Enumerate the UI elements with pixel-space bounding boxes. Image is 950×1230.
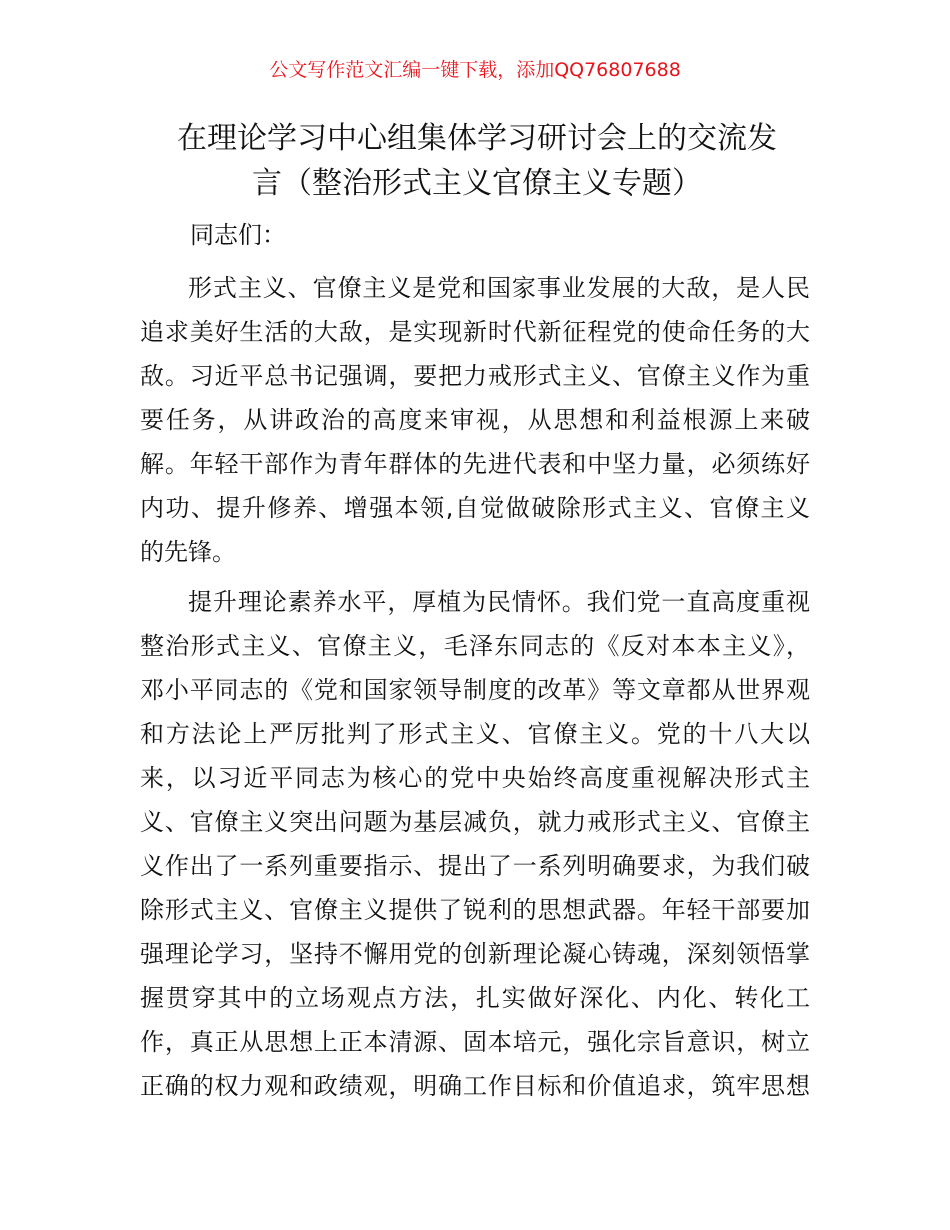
- document-title: [140, 116, 814, 206]
- paragraph-line: 追求美好生活的大敌，是实现新时代新征程党的使命任务的大: [140, 318, 810, 346]
- paragraph-line: 要任务，从讲政治的高度来审视，从思想和利益根源上来破: [140, 406, 810, 434]
- paragraph-line: 提升理论素养水平，厚植为民情怀。我们党一直高度重视: [188, 588, 810, 616]
- paragraph-line: 敌。习近平总书记强调，要把力戒形式主义、官僚主义作为重: [140, 362, 810, 390]
- paragraph-line: 义作出了一系列重要指示、提出了一系列明确要求，为我们破: [140, 852, 810, 880]
- paragraph-line: 内功、提升修养、增强本领,自觉做破除形式主义、官僚主义: [140, 494, 810, 522]
- paragraph-line: 形式主义、官僚主义是党和国家事业发展的大敌，是人民: [188, 274, 810, 302]
- title-line: 言（整治形式主义官僚主义专题）: [252, 166, 702, 201]
- title-line: 在理论学习中心组集体学习研讨会上的交流发: [177, 121, 777, 156]
- header-note: 公文写作范文汇编一键下载，添加QQ76807688: [269, 59, 681, 81]
- paragraph-line: 握贯穿其中的立场观点方法，扎实做好深化、内化、转化工: [140, 984, 810, 1012]
- body-paragraph: [140, 580, 810, 1108]
- paragraph-line: 正确的权力观和政绩观，明确工作目标和价值追求，筑牢思想: [140, 1072, 810, 1100]
- paragraph-line: 和方法论上严厉批判了形式主义、官僚主义。党的十八大以: [140, 720, 810, 748]
- paragraph-line: 除形式主义、官僚主义提供了锐利的思想武器。年轻干部要加: [140, 896, 810, 924]
- paragraph-line: 整治形式主义、官僚主义，毛泽东同志的《反对本本主义》，: [140, 632, 810, 660]
- paragraph-line: 强理论学习，坚持不懈用党的创新理论凝心铸魂，深刻领悟掌: [140, 940, 810, 968]
- paragraph-line: 邓小平同志的《党和国家领导制度的改革》等文章都从世界观: [140, 676, 810, 704]
- paragraph-line: 来，以习近平同志为核心的党中央始终高度重视解决形式主: [140, 764, 810, 792]
- paragraph-line: 解。年轻干部作为青年群体的先进代表和中坚力量，必须练好: [140, 450, 810, 478]
- paragraph-line: 的先锋。: [140, 538, 236, 566]
- paragraph-line: 义、官僚主义突出问题为基层减负，就力戒形式主义、官僚主: [140, 808, 810, 836]
- body-paragraph: [140, 266, 810, 574]
- paragraph-line: 作，真正从思想上正本清源、固本培元，强化宗旨意识，树立: [140, 1028, 810, 1056]
- salutation: 同志们：: [190, 221, 286, 249]
